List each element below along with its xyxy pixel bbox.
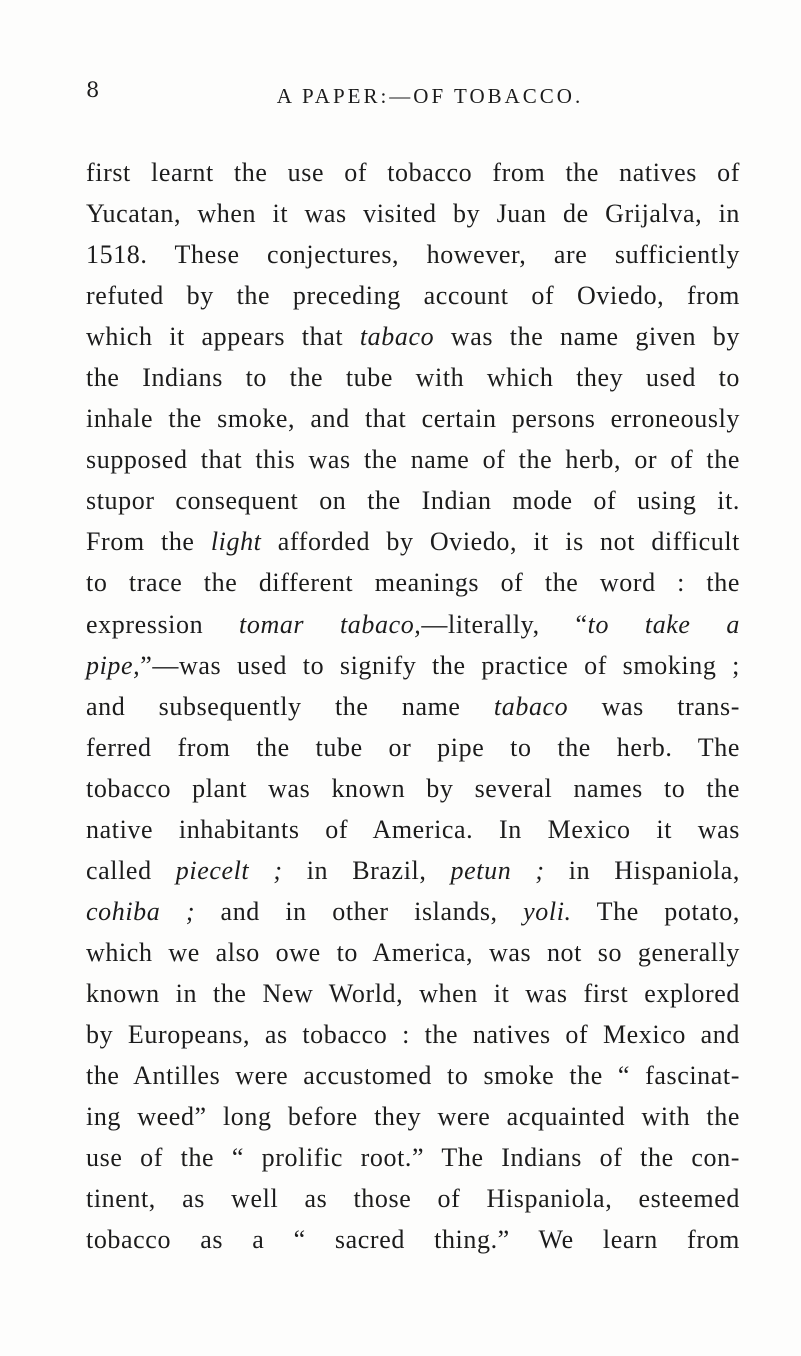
italic-term: piecelt ; — [175, 855, 283, 885]
text-run: which we also owe to America, was not so generally — [86, 937, 740, 967]
italic-term: cohiba ; — [86, 896, 196, 926]
text-line — [86, 850, 740, 891]
text-run: tobacco as a “ sacred thing.” We learn from — [86, 1225, 740, 1255]
text-run: the Antilles were accustomed to smoke the “ fascinat- — [86, 1061, 740, 1091]
italic-term: tabaco — [359, 322, 435, 352]
text-line — [86, 1178, 740, 1219]
italic-term: pipe, — [86, 650, 141, 680]
text-line — [86, 562, 740, 603]
text-run: the Indians to the tube with which they used to — [86, 363, 740, 393]
text-run: and in other islands, — [195, 896, 524, 926]
text-line — [86, 480, 740, 521]
text-run: by Europeans, as tobacco : the natives of Mexico and — [86, 1019, 740, 1049]
text-line — [86, 727, 740, 768]
text-run: native inhabitants of America. In Mexico it was — [86, 814, 740, 844]
text-line — [86, 439, 740, 480]
text-line — [86, 152, 740, 193]
text-line — [86, 1014, 740, 1055]
text-run: was the name given by — [434, 322, 740, 352]
text-line — [86, 398, 740, 439]
text-run: which it appears that — [86, 322, 360, 352]
text-run: to trace the different meanings of the word : the — [86, 568, 740, 598]
text-line — [86, 604, 740, 645]
text-run: expression — [86, 609, 240, 639]
text-run: —literally, “ — [421, 609, 588, 639]
text-run: afforded by Oviedo, it is not difficult — [261, 527, 741, 557]
text-line — [86, 645, 740, 686]
text-line — [86, 521, 740, 562]
text-line — [86, 1096, 740, 1137]
text-run: ferred from the tube or pipe to the herb. The — [86, 732, 740, 762]
text-line — [86, 1137, 740, 1178]
text-line — [86, 316, 740, 357]
italic-term: tabaco — [493, 691, 569, 721]
text-line — [86, 768, 740, 809]
page-number: 8 — [86, 78, 101, 102]
italic-term: tomar tabaco, — [239, 609, 422, 639]
text-run: From the — [86, 527, 211, 557]
text-run: in Hispaniola, — [544, 855, 741, 885]
text-line — [86, 891, 740, 932]
text-line — [86, 932, 740, 973]
text-line — [86, 686, 740, 727]
italic-term: light — [210, 527, 262, 557]
text-run: in Brazil, — [282, 855, 451, 885]
text-run: stupor consequent on the Indian mode of using it. — [86, 486, 740, 516]
text-line — [86, 1055, 740, 1096]
text-run: called — [86, 855, 176, 885]
text-run: The potato, — [571, 896, 740, 926]
text-run: tobacco plant was known by several names to the — [86, 773, 740, 803]
text-run: 1518. These conjectures, however, are sufficiently — [86, 240, 740, 270]
text-run: tinent, as well as those of Hispaniola, esteemed — [86, 1184, 740, 1214]
text-line — [86, 973, 740, 1014]
running-head: A PAPER:—OF TOBACCO. — [276, 84, 584, 108]
text-run: use of the “ prolific root.” The Indians of the con- — [86, 1143, 740, 1173]
text-line — [86, 357, 740, 398]
text-run: was trans- — [568, 691, 740, 721]
text-run: ing weed” long before they were acquainted with the — [86, 1102, 740, 1132]
text-run: inhale the smoke, and that certain persons erroneously — [86, 404, 740, 434]
text-run: and subsequently the name — [86, 691, 494, 721]
text-run: first learnt the use of tobacco from the natives of — [86, 158, 740, 187]
italic-term: petun ; — [450, 855, 545, 885]
text-run: Yucatan, when it was visited by Juan de Grijalva, in — [86, 199, 740, 229]
text-run: ”—was used to signify the practice of smoking ; — [140, 650, 740, 680]
text-line — [86, 193, 740, 234]
italic-term: to take a — [587, 609, 740, 639]
text-line — [86, 1219, 740, 1260]
text-line — [86, 275, 740, 316]
body-paragraph — [86, 152, 740, 1260]
text-run: supposed that this was the name of the herb, or of the — [86, 445, 740, 475]
text-run: known in the New World, when it was first explored — [86, 978, 740, 1008]
italic-term: yoli. — [523, 896, 572, 926]
text-line — [86, 234, 740, 275]
text-run: refuted by the preceding account of Oviedo, from — [86, 281, 740, 311]
text-line — [86, 809, 740, 850]
